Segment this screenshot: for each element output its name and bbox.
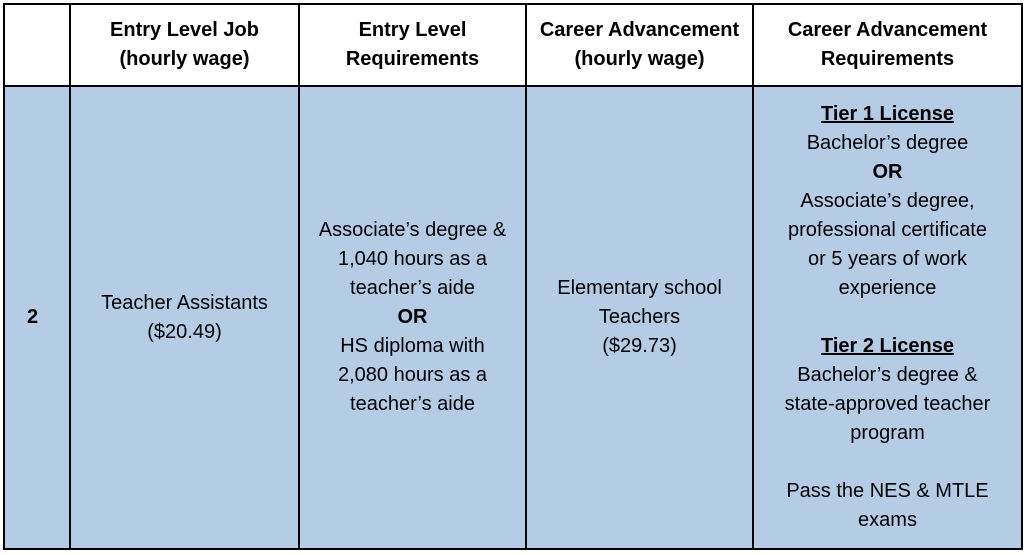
header-career-advancement-requirements <box>753 4 1022 86</box>
row-number-cell: 2 <box>4 86 70 549</box>
career-pathway-table <box>3 3 1023 550</box>
entry-requirements-cell <box>299 86 526 549</box>
header-career-adv-line-2: (hourly wage) <box>574 48 705 70</box>
header-entry-req-line-1: Entry Level <box>358 19 467 41</box>
header-career-req-line-2: Requirements <box>820 48 955 70</box>
entry-req-option2-line-2: 2,080 hours as a <box>338 364 487 386</box>
entry-req-option1-line-2: 1,040 hours as a <box>338 248 487 270</box>
career-adv-title-line-2: Teachers <box>598 306 681 328</box>
tier2-requirement-line-1: Bachelor’s degree & <box>797 364 978 386</box>
entry-req-option1-line-1: Associate’s degree & <box>318 219 507 241</box>
entry-job-wage: ($20.49) <box>147 320 222 343</box>
career-advancement-cell <box>526 86 753 549</box>
exams-line-1: Pass the NES & MTLE <box>786 480 989 502</box>
career-adv-title-line-1: Elementary school <box>557 277 722 299</box>
tier2-requirement-line-3: program <box>850 422 925 444</box>
entry-req-option2-line-1: HS diploma with <box>340 335 485 357</box>
header-entry-req-line-2: Requirements <box>345 48 480 70</box>
tier1-or: OR <box>872 161 903 183</box>
tier1-license-heading: Tier 1 License <box>820 103 955 125</box>
career-requirements-cell <box>753 86 1022 549</box>
exams-line-2: exams <box>858 509 917 531</box>
tier2-license-heading: Tier 2 License <box>820 335 955 357</box>
header-entry-job-line-2: (hourly wage) <box>119 48 250 70</box>
entry-job-title: Teacher Assistants <box>101 291 268 314</box>
header-career-advancement <box>526 4 753 86</box>
tier1-option2-line-3: or 5 years of work <box>808 248 967 270</box>
tier1-option2-line-2: professional certificate <box>788 219 987 241</box>
spacer <box>760 303 1015 332</box>
header-career-req-line-1: Career Advancement <box>787 19 988 41</box>
entry-req-option1-line-3: teacher’s aide <box>350 277 475 299</box>
header-entry-job-line-1: Entry Level Job <box>110 19 259 41</box>
entry-req-or: OR <box>397 306 428 328</box>
header-row-number <box>4 4 70 86</box>
table-row <box>4 86 1022 549</box>
career-adv-wage: ($29.73) <box>602 335 677 357</box>
tier1-option2-line-4: experience <box>838 277 937 299</box>
header-row <box>4 4 1022 86</box>
tier2-requirement-line-2: state-approved teacher <box>784 393 991 415</box>
header-entry-level-job <box>70 4 299 86</box>
spacer <box>760 448 1015 477</box>
header-career-adv-line-1: Career Advancement <box>539 19 740 41</box>
entry-req-option2-line-3: teacher’s aide <box>350 393 475 415</box>
header-entry-level-requirements <box>299 4 526 86</box>
tier1-option1: Bachelor’s degree <box>806 132 969 154</box>
tier1-option2-line-1: Associate’s degree, <box>800 190 975 212</box>
entry-job-cell <box>70 86 299 549</box>
